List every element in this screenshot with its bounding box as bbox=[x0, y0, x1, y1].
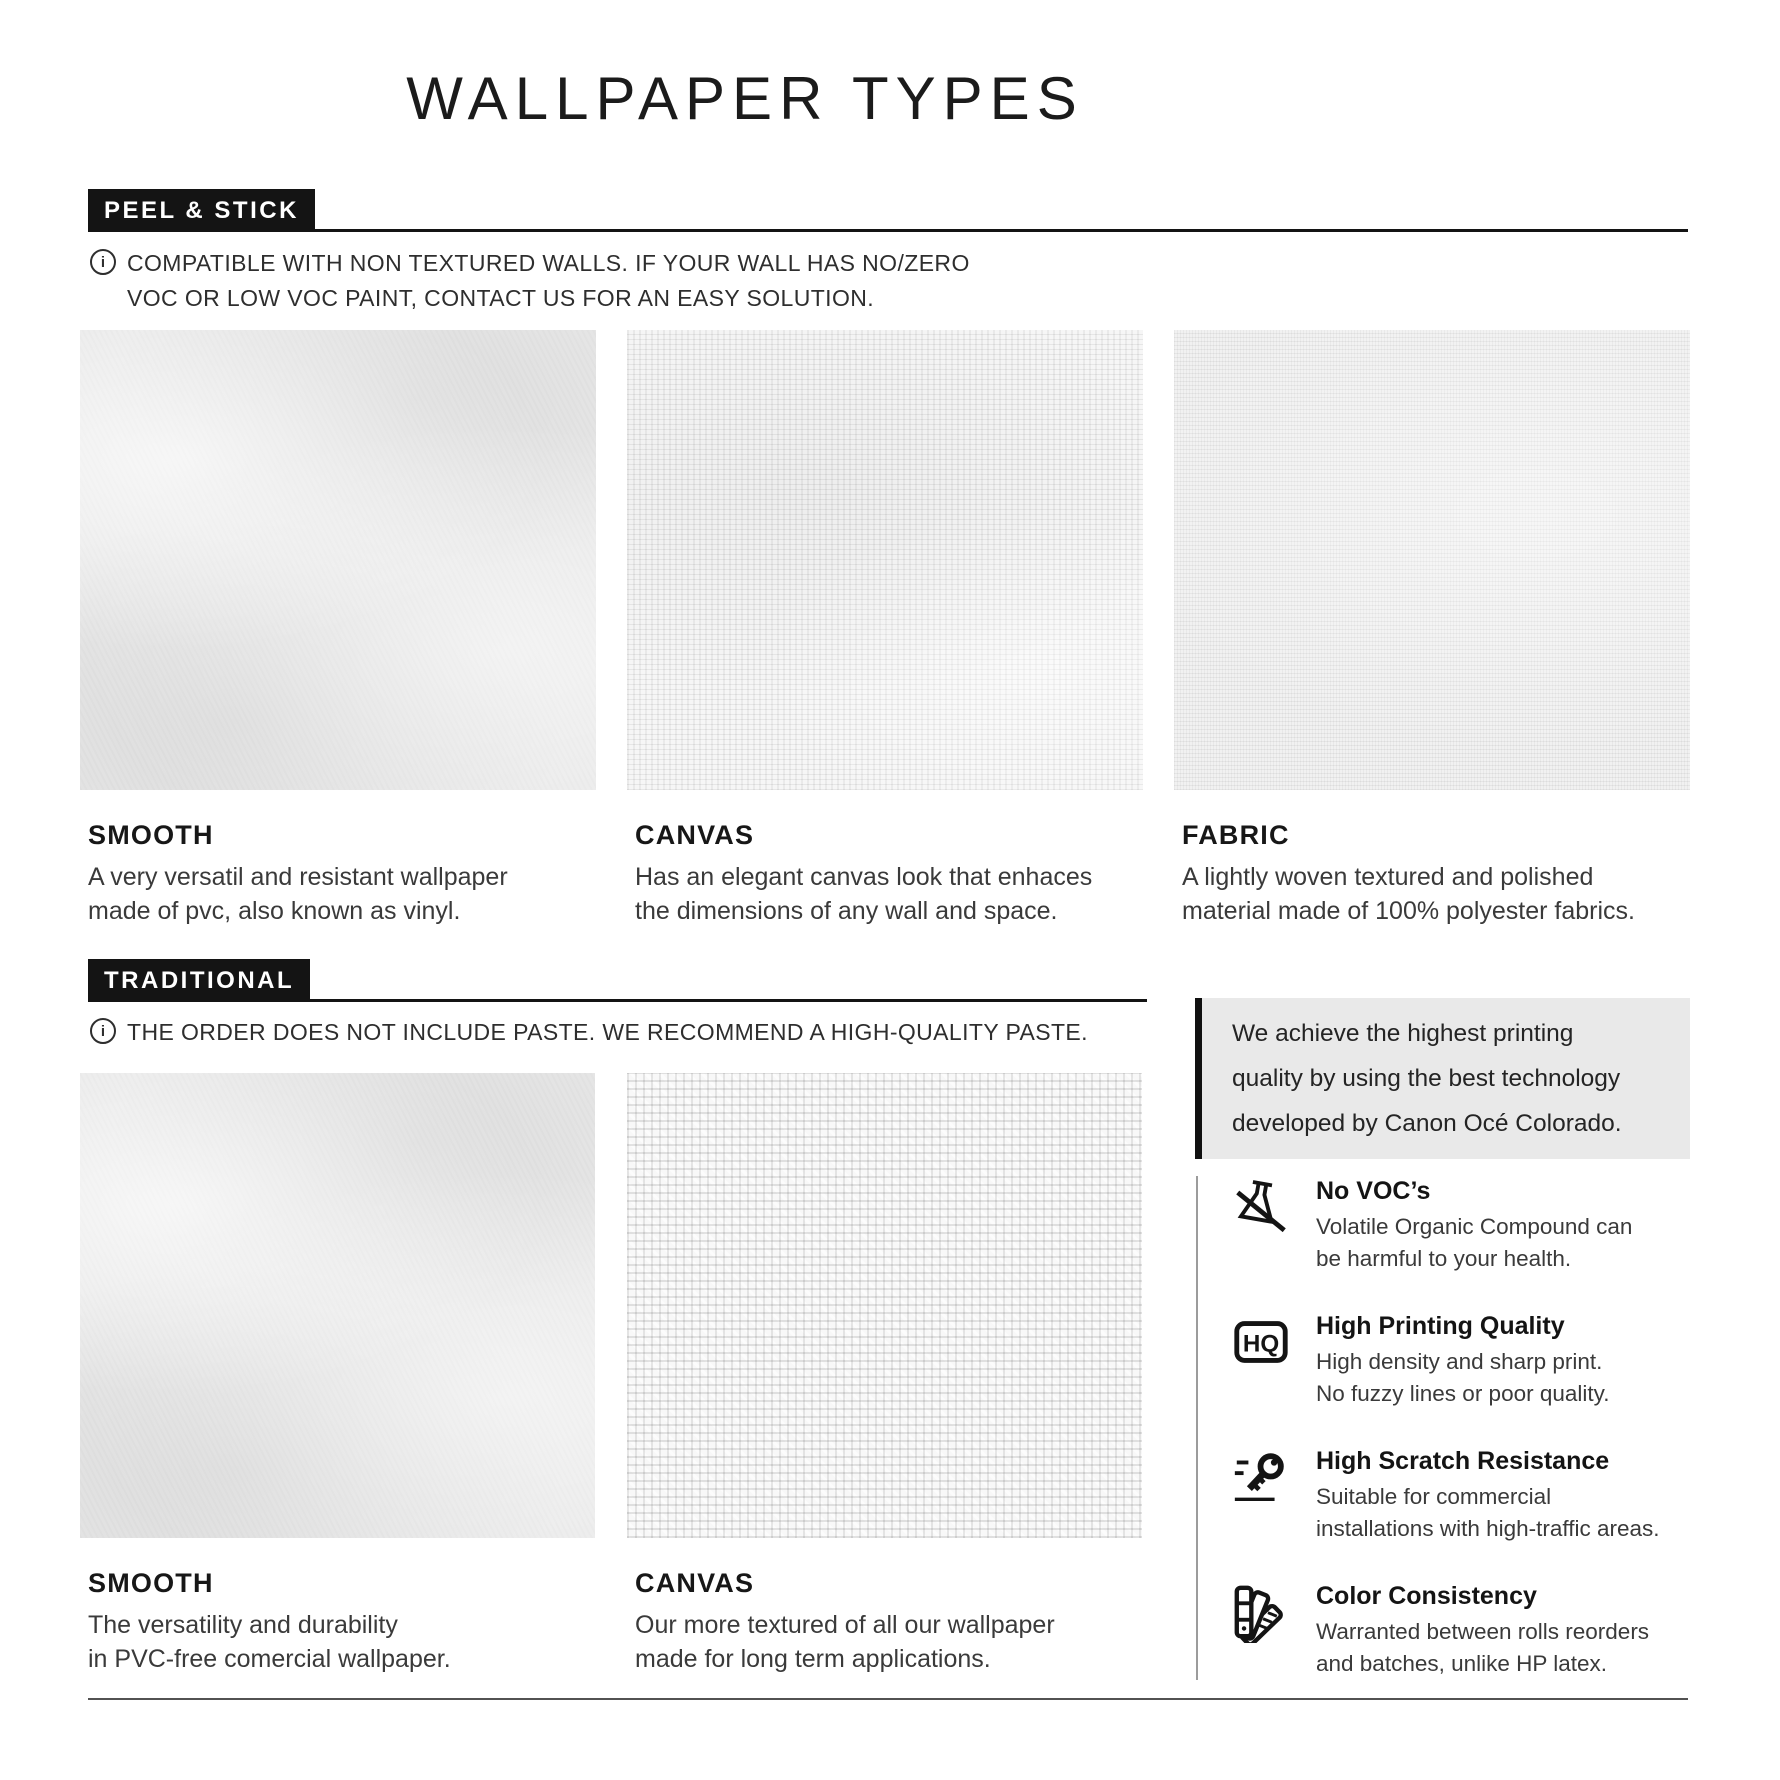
desc-line: Volatile Organic Compound can bbox=[1316, 1214, 1633, 1239]
section-label-traditional: TRADITIONAL bbox=[88, 959, 310, 1002]
type-description bbox=[635, 1609, 1142, 1676]
traditional-types-row bbox=[80, 1073, 1142, 1676]
type-description bbox=[1182, 861, 1690, 928]
desc-line: A lightly woven textured and polished bbox=[1182, 863, 1594, 891]
hq-badge-text: HQ bbox=[1242, 1330, 1280, 1358]
desc-line: made of pvc, also known as vinyl. bbox=[88, 896, 461, 925]
desc-line: Warranted between rolls reorders bbox=[1316, 1618, 1650, 1644]
feature-title: Color Consistency bbox=[1316, 1581, 1537, 1610]
feature-text bbox=[1316, 1176, 1632, 1275]
feature-title: No VOC’s bbox=[1316, 1177, 1431, 1205]
section-rule-peel-stick bbox=[88, 229, 1688, 232]
type-name: SMOOTH bbox=[88, 820, 214, 850]
smooth-texture-swatch bbox=[80, 330, 596, 790]
desc-line: No fuzzy lines or poor quality. bbox=[1316, 1380, 1610, 1406]
type-name: CANVAS bbox=[635, 820, 755, 850]
traditional-note-text bbox=[127, 1015, 1088, 1050]
note-line: VOC OR LOW VOC PAINT, CONTACT US FOR AN EASY SOLUTION. bbox=[127, 284, 875, 311]
type-name: SMOOTH bbox=[88, 1568, 214, 1598]
quality-line: developed by Canon Océ Colorado. bbox=[1232, 1110, 1622, 1137]
quality-line: We achieve the highest printing bbox=[1232, 1020, 1574, 1047]
desc-line: made for long term applications. bbox=[635, 1644, 991, 1673]
canvas-texture-swatch bbox=[627, 1073, 1142, 1538]
feature-text bbox=[1316, 1581, 1649, 1680]
hq-icon bbox=[1230, 1311, 1292, 1373]
desc-line: Our more textured of all our wallpaper bbox=[635, 1611, 1055, 1639]
canvas-texture-swatch bbox=[627, 330, 1143, 790]
feature-description bbox=[1316, 1346, 1609, 1410]
desc-line: the dimensions of any wall and space. bbox=[635, 896, 1058, 925]
section-label-peel-stick: PEEL & STICK bbox=[88, 189, 315, 232]
smooth-texture-swatch bbox=[80, 1073, 595, 1538]
feature-high-printing-quality bbox=[1230, 1311, 1690, 1410]
type-name: CANVAS bbox=[635, 1568, 755, 1598]
desc-line: material made of 100% polyester fabrics. bbox=[1182, 896, 1635, 925]
desc-line: be harmful to your health. bbox=[1316, 1245, 1572, 1271]
feature-list bbox=[1196, 1176, 1690, 1680]
footer-rule bbox=[88, 1698, 1688, 1700]
type-card-fabric bbox=[1174, 330, 1690, 928]
printing-quality-callout bbox=[1195, 998, 1690, 1159]
type-description bbox=[635, 861, 1143, 928]
feature-high-scratch-resistance bbox=[1230, 1446, 1690, 1545]
color-consistency-icon bbox=[1230, 1581, 1292, 1643]
page-title: WALLPAPER TYPES bbox=[406, 65, 1084, 132]
feature-description bbox=[1316, 1616, 1649, 1680]
feature-text bbox=[1316, 1446, 1660, 1545]
desc-line: and batches, unlike HP latex. bbox=[1316, 1650, 1608, 1676]
type-card-smooth bbox=[80, 330, 596, 928]
type-card-canvas-traditional bbox=[627, 1073, 1142, 1676]
traditional-note bbox=[90, 1015, 1088, 1050]
fabric-texture-swatch bbox=[1174, 330, 1690, 790]
quality-line: quality by using the best technology bbox=[1232, 1065, 1621, 1092]
feature-color-consistency bbox=[1230, 1581, 1690, 1680]
type-description bbox=[88, 861, 596, 928]
high-scratch-resistance-icon bbox=[1230, 1446, 1292, 1508]
type-description bbox=[88, 1609, 595, 1676]
desc-line: High density and sharp print. bbox=[1316, 1348, 1603, 1374]
note-line: COMPATIBLE WITH NON TEXTURED WALLS. IF YOUR WALL HAS NO/ZERO bbox=[127, 250, 970, 276]
desc-line: in PVC-free comercial wallpaper. bbox=[88, 1644, 451, 1673]
peel-stick-types-row bbox=[80, 330, 1690, 928]
info-icon bbox=[90, 249, 116, 275]
feature-no-vocs bbox=[1230, 1176, 1690, 1275]
note-line: THE ORDER DOES NOT INCLUDE PASTE. WE RECOMMEND A HIGH-QUALITY PASTE. bbox=[127, 1019, 1088, 1045]
feature-title: High Printing Quality bbox=[1316, 1311, 1565, 1340]
feature-description bbox=[1316, 1481, 1660, 1545]
feature-description bbox=[1316, 1211, 1632, 1275]
type-name: FABRIC bbox=[1182, 820, 1290, 850]
info-icon bbox=[90, 1018, 116, 1044]
type-card-canvas bbox=[627, 330, 1143, 928]
desc-line: The versatility and durability bbox=[88, 1611, 398, 1639]
feature-title: High Scratch Resistance bbox=[1316, 1446, 1610, 1475]
desc-line: installations with high-traffic areas. bbox=[1316, 1515, 1660, 1541]
peel-stick-note-text bbox=[127, 246, 970, 315]
feature-text bbox=[1316, 1311, 1609, 1410]
desc-line: Has an elegant canvas look that enhaces bbox=[635, 863, 1093, 891]
type-card-smooth-traditional bbox=[80, 1073, 595, 1676]
peel-stick-note bbox=[90, 246, 970, 315]
no-voc-icon bbox=[1230, 1176, 1292, 1238]
desc-line: Suitable for commercial bbox=[1316, 1483, 1552, 1509]
desc-line: A very versatil and resistant wallpaper bbox=[88, 863, 508, 891]
